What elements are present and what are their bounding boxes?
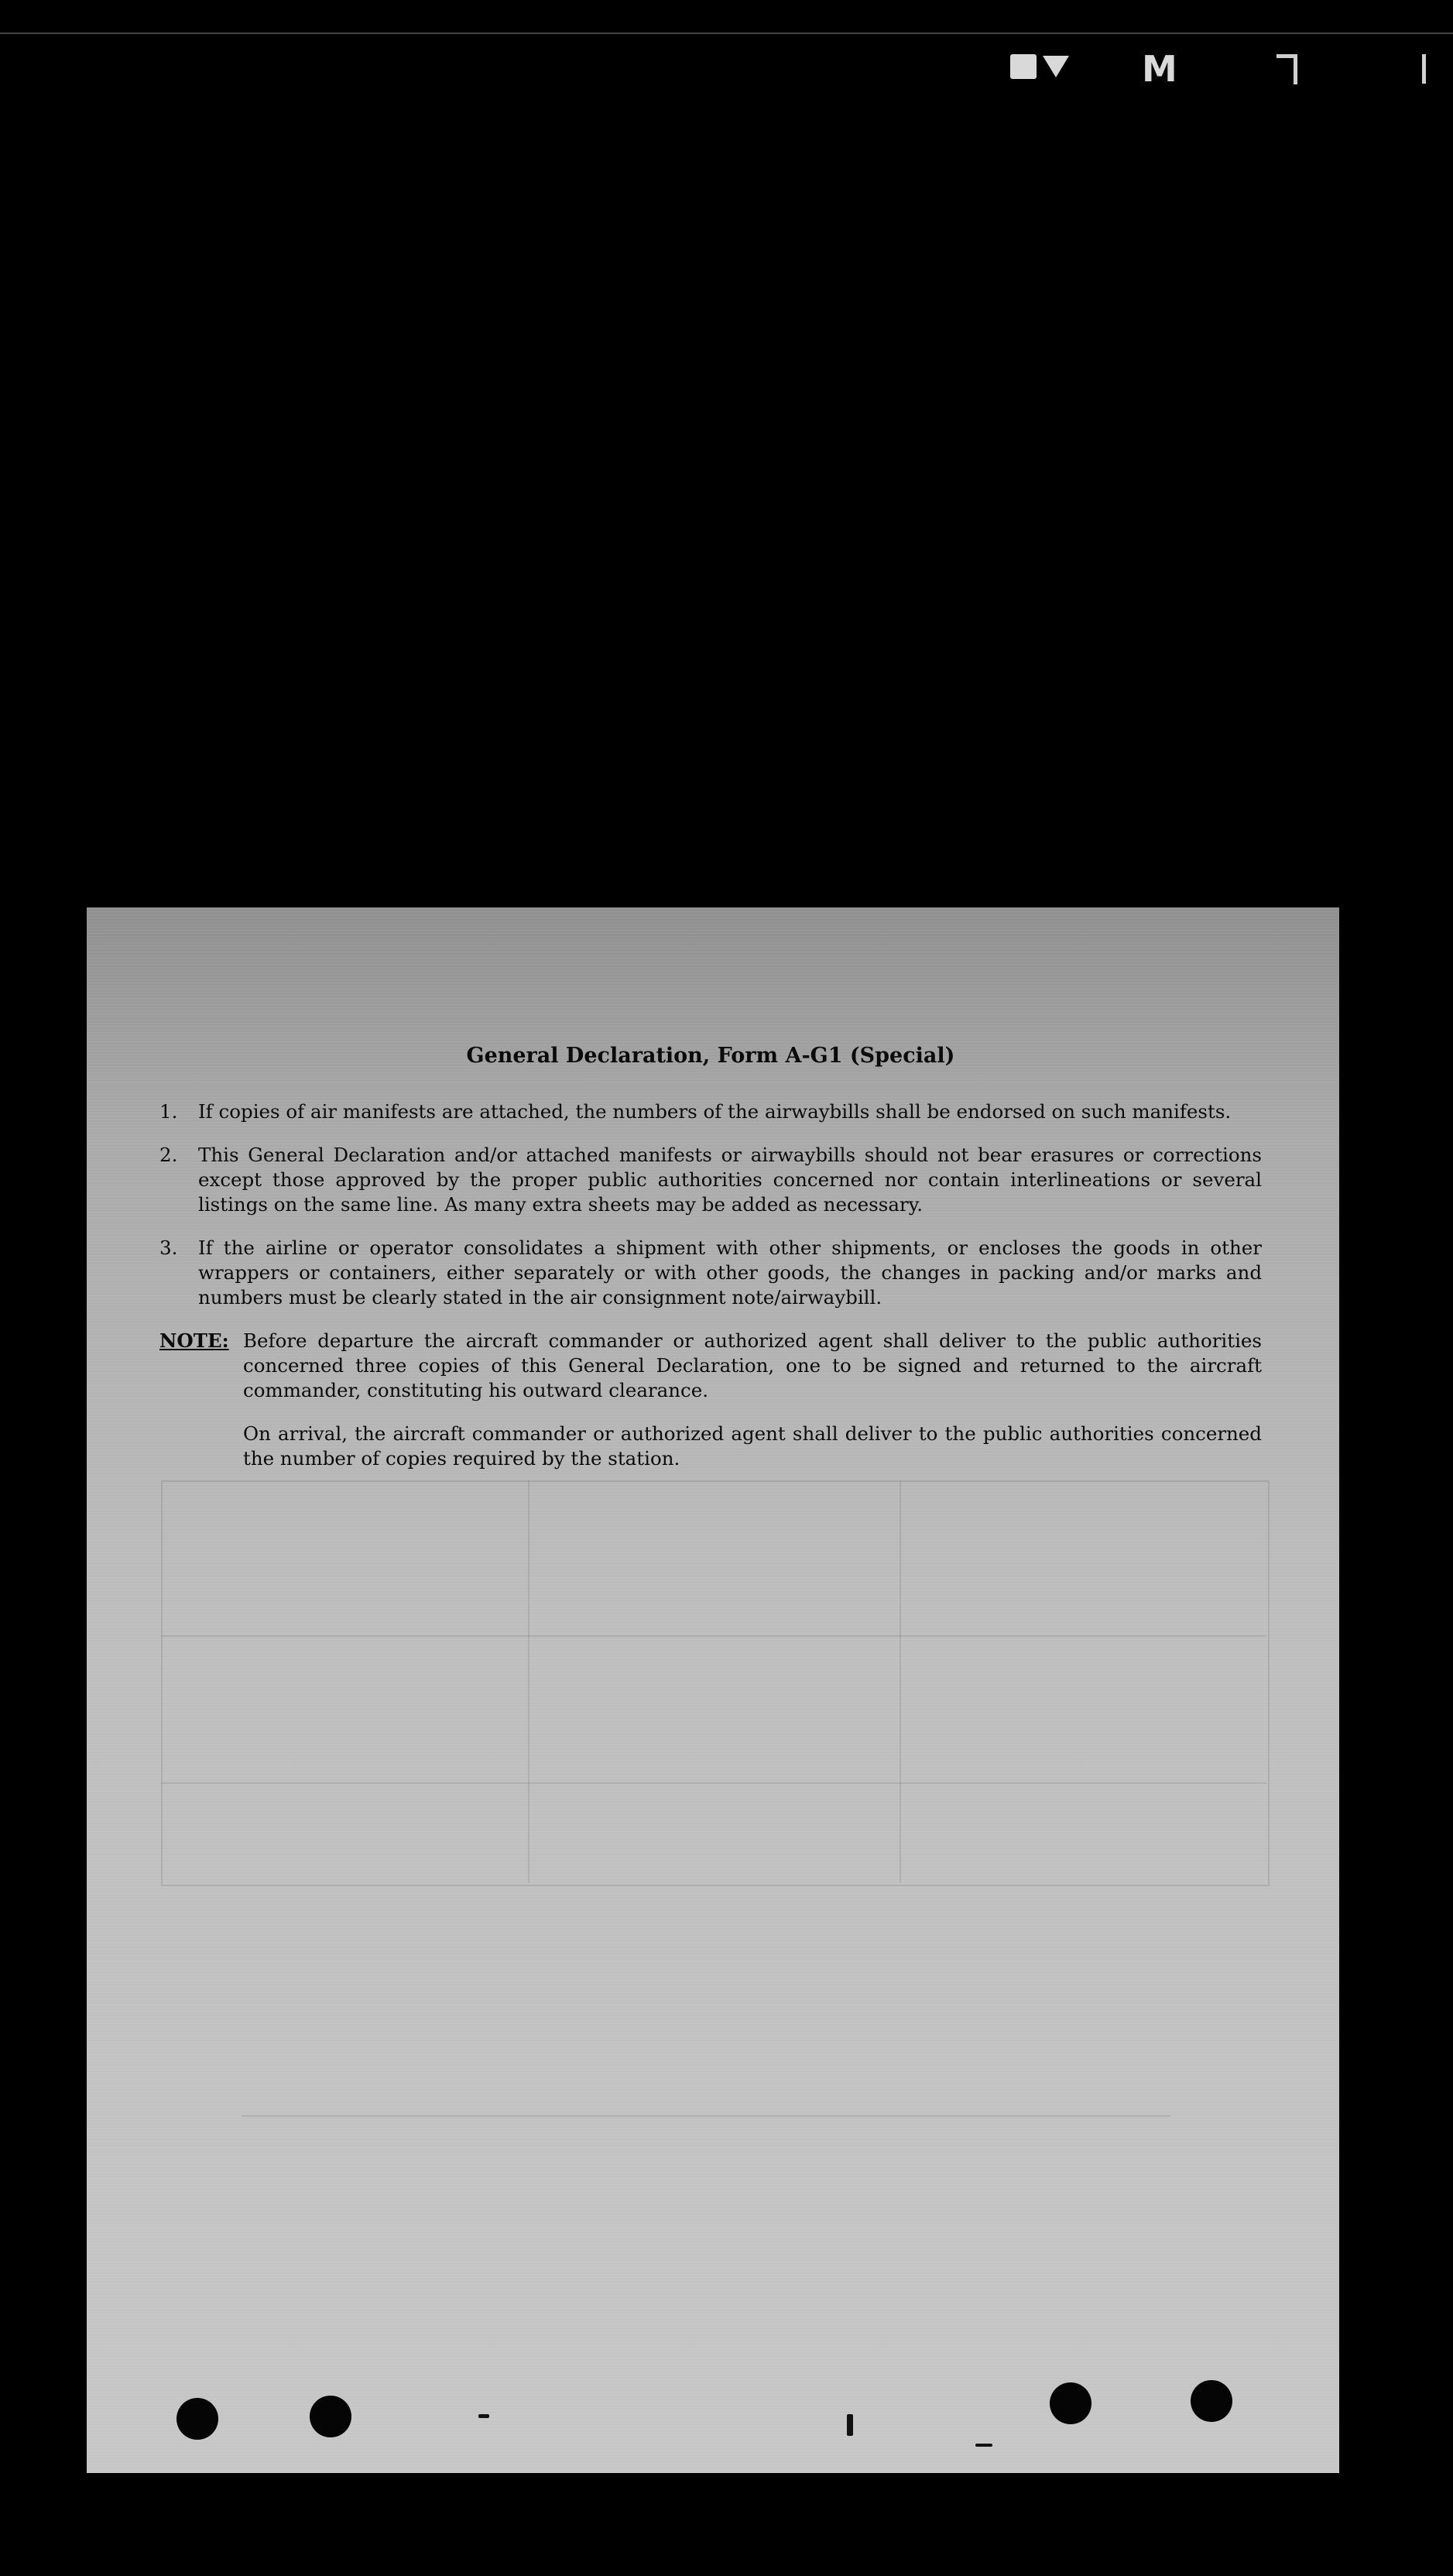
bleed-through-divider: [528, 1480, 529, 1883]
item-number: 1.: [159, 1100, 178, 1123]
bleed-through-table: [161, 1480, 1270, 1886]
declaration-text: [159, 1044, 1262, 1490]
note-section: [159, 1329, 1262, 1490]
speck-mark: [975, 2444, 992, 2447]
item-text: If the airline or operator consolidates a shipment with other shipments, or encloses the goods in other wrappers or containers, either separately or with other goods, the changes in packing and/or marks and numbers must be clearly stated in the air consignment note/airwaybill.: [198, 1237, 1262, 1309]
note-paragraph: Before departure the aircraft commander or authorized agent shall deliver to the public authorities concerned three copies of this General Declaration, one to be signed and returned to the aircraft commander, constituting his outward clearance.: [243, 1329, 1262, 1401]
list-item: [159, 1143, 1262, 1217]
bleed-through-divider: [900, 1480, 901, 1883]
bar-mark-icon: [1422, 54, 1426, 84]
document-page: [87, 907, 1339, 2473]
bleed-through-rule: [161, 1635, 1266, 1637]
bleed-through-rule: [242, 2115, 1170, 2117]
note-body: [243, 1329, 1262, 1490]
item-number: 3.: [159, 1237, 178, 1259]
item-number: 2.: [159, 1144, 178, 1166]
film-edge-line: [0, 33, 1453, 34]
square-mark-icon: [1010, 54, 1037, 79]
punch-hole: [1050, 2382, 1091, 2424]
note-paragraph: On arrival, the aircraft commander or authorized agent shall deliver to the public authorities concerned the number of copies required by the station.: [243, 1422, 1262, 1470]
list-item: [159, 1236, 1262, 1310]
speck-mark: [478, 2414, 489, 2418]
bleed-through-rule: [161, 1782, 1266, 1784]
list-item: [159, 1099, 1262, 1124]
film-letter-mark: M: [1142, 48, 1177, 90]
page-title: General Declaration, Form A-G1 (Special): [466, 1044, 955, 1068]
item-text: If copies of air manifests are attached, the numbers of the airwaybills shall be endorsed on such manifests.: [198, 1100, 1232, 1123]
note-label: NOTE:: [159, 1329, 229, 1352]
triangle-mark-icon: [1043, 56, 1069, 77]
item-text: This General Declaration and/or attached manifests or airwaybills should not bear erasures or corrections except those approved by the proper public authorities concerned nor contain interlineations or several listings on the same line. As many extra sheets may be added as necessary.: [198, 1144, 1262, 1216]
film-index-marks: [1004, 48, 1438, 90]
punch-hole: [310, 2396, 351, 2437]
speck-mark: [847, 2414, 853, 2436]
corner-mark-icon: [1277, 54, 1297, 84]
punch-hole: [176, 2398, 218, 2440]
punch-hole: [1191, 2380, 1232, 2422]
